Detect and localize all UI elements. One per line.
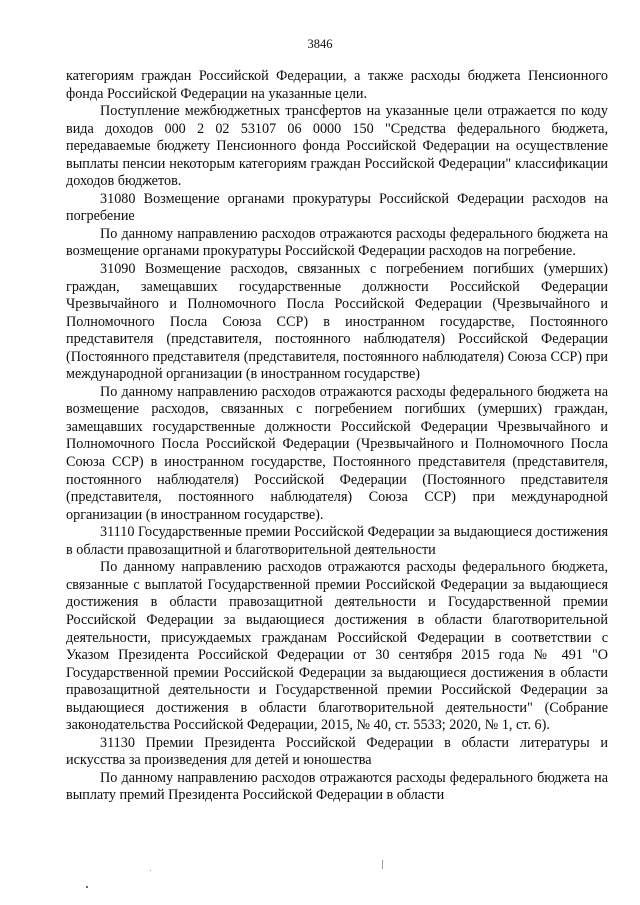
- paragraph-transfers-code: Поступление межбюджетных трансфертов на указанные цели отражается по коду вида доходов 000 2 02 53107 06 0000 150 "Средства федерального бюджета, передаваемые бюджету Пенсионного фонда Российской Федерации на осуществление выплаты пенсии некоторым категориям граждан Российской Федерации" классификации доходов бюджетов.: [66, 103, 608, 190]
- document-body: [66, 68, 608, 805]
- page-number: 3846: [307, 37, 333, 51]
- paragraph-31090-description: По данному направлению расходов отражаются расходы федерального бюджета на возмещение расходов, связанных с погребением погибших (умерших) граждан, замещавших государственные должности Российской Федерации Чрезвычайного и Полномочного Посла Российской Федерации (Чрезвычайного и Полномочного Посла Союза ССР) в иностранном государстве, Постоянного представителя (представителя, постоянного наблюдателя) Российской Федерации (Постоянного представителя (представителя, постоянного наблюдателя) Союза ССР) при международной организации (в иностранном государстве).: [66, 383, 608, 523]
- paragraph-31110-description: По данному направлению расходов отражаются расходы федерального бюджета, связанные с выплатой Государственной премии Российской Федерации за выдающиеся достижения в области правозащитной деятельности и Государственной премии Российской Федерации за выдающиеся достижения в области благотворительной деятельности, присуждаемых гражданам Российской Федерации в соответствии с Указом Президента Российской Федерации от 30 сентября 2015 года № 491 "О Государственной премии Российской Федерации за выдающиеся достижения в области правозащитной деятельности и Государственной премии Российской Федерации за выдающиеся достижения в области благотворительной деятельности" (Собрание законодательства Российской Федерации, 2015, № 40, ст. 5533; 2020, № 1, ст. 6).: [66, 559, 608, 734]
- paragraph-continuation: категориям граждан Российской Федерации, а также расходы бюджета Пенсионного фонда Российской Федерации на указанные цели.: [66, 68, 608, 102]
- scan-artifact-dot: [150, 870, 151, 871]
- heading-31090: 31090 Возмещение расходов, связанных с погребением погибших (умерших) граждан, замещавших государственные должности Российской Федерации Чрезвычайного и Полномочного Посла Российской Федерации (Чрезвычайного и Полномочного Посла Союза ССР) в иностранном государстве, Постоянного представителя (представителя, постоянного наблюдателя) Российской Федерации (Постоянного представителя (представителя, постоянного наблюдателя) Союза ССР) при международной организации (в иностранном государстве): [66, 261, 608, 383]
- heading-31110: 31110 Государственные премии Российской Федерации за выдающиеся достижения в области правозащитной и благотворительной деятельности: [66, 524, 608, 558]
- paragraph-31130-description: По данному направлению расходов отражаются расходы федерального бюджета на выплату премий Президента Российской Федерации в области: [66, 769, 608, 804]
- heading-31080: 31080 Возмещение органами прокуратуры Российской Федерации расходов на погребение: [66, 190, 608, 225]
- heading-31130: 31130 Премии Президента Российской Федерации в области литературы и искусства за произведения для детей и юношества: [66, 734, 608, 769]
- scan-artifact-mark: [382, 860, 383, 869]
- scan-artifact-dot: [86, 886, 88, 888]
- paragraph-31080-description: По данному направлению расходов отражаются расходы федерального бюджета на возмещение органами прокуратуры Российской Федерации расходов на погребение.: [66, 225, 608, 260]
